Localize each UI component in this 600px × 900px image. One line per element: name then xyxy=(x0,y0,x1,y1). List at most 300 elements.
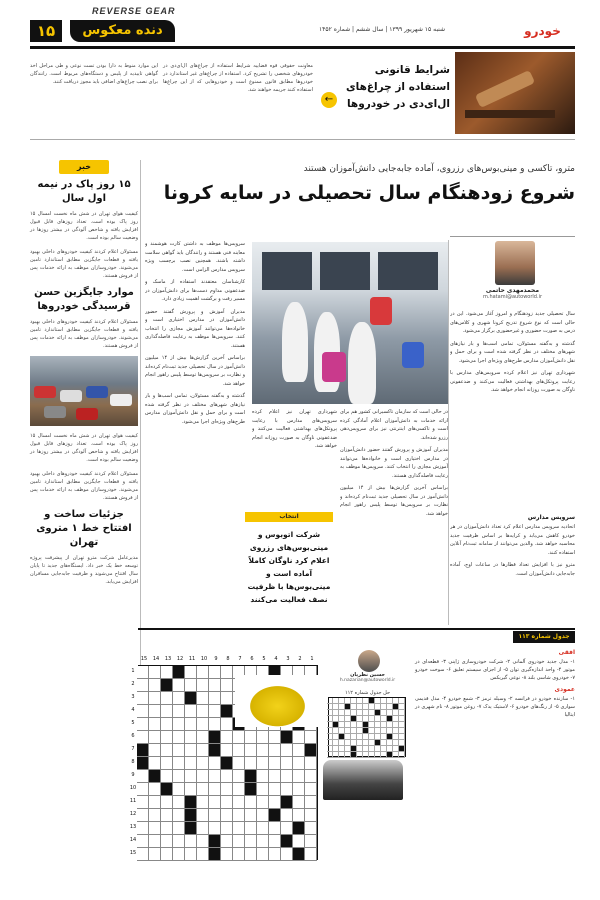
crossword-cell[interactable] xyxy=(161,757,173,770)
crossword-cell[interactable] xyxy=(245,809,257,822)
crossword-cell[interactable] xyxy=(137,692,149,705)
crossword-cell[interactable] xyxy=(233,835,245,848)
crossword-cell[interactable] xyxy=(245,731,257,744)
crossword-cell[interactable] xyxy=(233,770,245,783)
crossword-cell[interactable] xyxy=(257,809,269,822)
crossword-cell[interactable] xyxy=(197,692,209,705)
crossword-cell[interactable] xyxy=(233,731,245,744)
crossword-row-number: 2 xyxy=(131,681,135,687)
crossword-cell[interactable] xyxy=(245,770,257,783)
crossword-row-number: 10 xyxy=(129,785,137,791)
crossword-cell[interactable] xyxy=(173,666,185,679)
crossword-row-number: 8 xyxy=(131,759,135,765)
crossword-cell[interactable] xyxy=(245,822,257,835)
crossword-cell[interactable] xyxy=(149,744,161,757)
crossword-cell[interactable] xyxy=(221,692,233,705)
car-shape xyxy=(86,386,108,398)
arrow-left-icon[interactable]: ← xyxy=(321,92,337,108)
crossword-cell[interactable] xyxy=(185,666,197,679)
crossword-cell[interactable] xyxy=(293,757,305,770)
news-title[interactable]: موارد جایگزین حسن قرسیدگی خودروها xyxy=(34,287,134,312)
crossword-cell[interactable] xyxy=(197,835,209,848)
author-email[interactable]: m.hatami@autoworld.ir xyxy=(482,294,543,300)
crossword-cell[interactable] xyxy=(173,705,185,718)
crossword-column-number: 13 xyxy=(164,656,172,662)
solution-cell xyxy=(387,752,393,758)
crossword-cell[interactable] xyxy=(161,718,173,731)
solution-cell xyxy=(345,752,351,758)
crossword-cell[interactable] xyxy=(305,835,317,848)
crossword-cell[interactable] xyxy=(197,809,209,822)
crossword-cell[interactable] xyxy=(185,783,197,796)
crossword-cell[interactable] xyxy=(269,822,281,835)
crossword-cell[interactable] xyxy=(137,809,149,822)
crossword-column-number: 5 xyxy=(262,656,266,662)
crossword-rule xyxy=(138,628,575,630)
crossword-cell[interactable] xyxy=(293,835,305,848)
students-bus-photo xyxy=(252,242,448,404)
crossword-cell[interactable] xyxy=(173,692,185,705)
solution-cell xyxy=(393,752,399,758)
crossword-column-number: 2 xyxy=(298,656,302,662)
article-paragraph: گذشته و به‌گفته مسئولان، تمامی اسب‌ها و بار نیازهای شهرهای مختلف در نظر گرفته شده است و برای حمل و نقل دانش‌آموزان مدارس طرح‌های ویژه‌ای اجرا می‌شود. xyxy=(145,393,245,425)
crossword-cell[interactable] xyxy=(185,692,197,705)
section-latin-title: REVERSE GEAR xyxy=(92,6,176,16)
crossword-cell[interactable] xyxy=(269,770,281,783)
crossword-cell[interactable] xyxy=(221,835,233,848)
news-tag: خبر xyxy=(59,160,109,174)
car-shape xyxy=(76,408,98,420)
crossword-cell[interactable] xyxy=(257,848,269,861)
crossword-cell[interactable] xyxy=(137,835,149,848)
crossword-cell[interactable] xyxy=(305,848,317,861)
crossword-cell[interactable] xyxy=(293,796,305,809)
crossword-cell[interactable] xyxy=(293,770,305,783)
crossword-cell[interactable] xyxy=(137,757,149,770)
crossword-cell[interactable] xyxy=(161,666,173,679)
crossword-cell[interactable] xyxy=(221,718,233,731)
crossword-cell[interactable] xyxy=(221,731,233,744)
crossword-cell[interactable] xyxy=(221,822,233,835)
crossword-cell[interactable] xyxy=(197,666,209,679)
crossword-cell[interactable] xyxy=(197,757,209,770)
crossword-cell[interactable] xyxy=(305,731,317,744)
crossword-cell[interactable] xyxy=(149,848,161,861)
page-number: ۱۵ xyxy=(30,20,62,42)
crossword-cell[interactable] xyxy=(149,705,161,718)
crossword-cell[interactable] xyxy=(221,796,233,809)
crossword-cell[interactable] xyxy=(137,718,149,731)
crossword-cell[interactable] xyxy=(305,822,317,835)
crossword-cell[interactable] xyxy=(269,835,281,848)
crossword-cell[interactable] xyxy=(173,679,185,692)
crossword-cell[interactable] xyxy=(305,783,317,796)
article-paragraph: شهرداری تهران نیز اعلام کرده سرویس‌های مدارس با رعایت پروتکل‌های بهداشتی فعالیت می‌کنند و ضدعفونی ناوگان به صورت روزانه انجام خواهد شد. xyxy=(252,409,337,449)
crossword-cell[interactable] xyxy=(185,796,197,809)
crossword-cell[interactable] xyxy=(197,705,209,718)
crossword-row-number: 9 xyxy=(131,772,135,778)
crossword-cell[interactable] xyxy=(209,718,221,731)
crossword-cell[interactable] xyxy=(233,796,245,809)
crossword-cell[interactable] xyxy=(245,783,257,796)
crossword-cell[interactable] xyxy=(137,770,149,783)
crossword-cell[interactable] xyxy=(149,822,161,835)
crossword-cell[interactable] xyxy=(137,783,149,796)
crossword-cell[interactable] xyxy=(173,770,185,783)
crossword-cell[interactable] xyxy=(281,809,293,822)
crossword-cell[interactable] xyxy=(197,822,209,835)
crossword-cell[interactable] xyxy=(197,731,209,744)
crossword-cell[interactable] xyxy=(185,757,197,770)
crossword-cell[interactable] xyxy=(161,822,173,835)
crossword-column-number: 10 xyxy=(200,656,208,662)
solution-cell xyxy=(357,752,363,758)
crossword-cell[interactable] xyxy=(221,705,233,718)
crossword-cell[interactable] xyxy=(185,848,197,861)
solution-header xyxy=(325,650,410,682)
crossword-cell[interactable] xyxy=(233,822,245,835)
article-kicker: مترو، تاکسی و مینی‌بوس‌های رزروی، آماده جابه‌جایی دانش‌آموزان هستند xyxy=(303,164,575,174)
crossword-cell[interactable] xyxy=(185,835,197,848)
crossword-cell[interactable] xyxy=(149,718,161,731)
crossword-cell[interactable] xyxy=(209,744,221,757)
crossword-cell[interactable] xyxy=(269,783,281,796)
solution-cell xyxy=(327,752,333,758)
article-column-2b xyxy=(252,408,337,508)
crossword-cell[interactable] xyxy=(293,783,305,796)
crossword-cell[interactable] xyxy=(185,744,197,757)
crossword-cell[interactable] xyxy=(281,796,293,809)
crossword-cell[interactable] xyxy=(233,757,245,770)
crossword-cell[interactable] xyxy=(149,666,161,679)
article-paragraph: گذشته و به‌گفته مسئولان، تمامی اسب‌ها و بار نیازهای شهرهای مختلف در نظر گرفته شده است و برای حمل و نقل دانش‌آموزان مدارس طرح‌های ویژه‌ای اجرا می‌شود. xyxy=(450,340,575,364)
solution-cell xyxy=(333,752,339,758)
crossword-cell[interactable] xyxy=(293,809,305,822)
crossword-cell[interactable] xyxy=(161,744,173,757)
crossword-cell[interactable] xyxy=(269,796,281,809)
crossword-cell[interactable] xyxy=(281,731,293,744)
solution-cell xyxy=(339,752,345,758)
crossword-cell[interactable] xyxy=(209,848,221,861)
crossword-cell[interactable] xyxy=(149,757,161,770)
crossword-cell[interactable] xyxy=(269,731,281,744)
article-paragraph: در حالی است که سازمان تاکسیرانی کشور هم برای ارائه خدمات به دانش‌آموزان اعلام آمادگی کرده است و تاکسی‌های اینترنتی نیز برای سرویس‌دهی رزرو شده‌اند. xyxy=(340,409,448,441)
crossword-cell[interactable] xyxy=(305,796,317,809)
news-column xyxy=(30,160,138,850)
crossword-cell[interactable] xyxy=(185,718,197,731)
crossword-column-number: 9 xyxy=(214,656,218,662)
author-name: محمدمهدی حاتمی xyxy=(485,287,540,294)
crossword-cell[interactable] xyxy=(185,770,197,783)
crossword-row-number: 1 xyxy=(131,668,135,674)
crossword-cell[interactable] xyxy=(137,731,149,744)
crossword-cell[interactable] xyxy=(173,783,185,796)
yellow-car-photo xyxy=(235,675,320,727)
crossword-cell[interactable] xyxy=(281,835,293,848)
crossword-cell[interactable] xyxy=(173,744,185,757)
crossword-cell[interactable] xyxy=(281,848,293,861)
crossword-cell[interactable] xyxy=(245,835,257,848)
crossword-cell[interactable] xyxy=(137,705,149,718)
article-column-1 xyxy=(450,310,575,505)
crossword-cell[interactable] xyxy=(281,770,293,783)
masthead-rule xyxy=(30,46,575,49)
article-paragraph: کارشناسان معتقدند استفاده از ماسک و ضدعفونی مداوم دست‌ها برای دانش‌آموزان در مسیر رفت و برگشت اهمیت زیادی دارد. xyxy=(145,279,245,302)
crossword-cell[interactable] xyxy=(257,744,269,757)
crossword-cell[interactable] xyxy=(197,796,209,809)
crossword-row-number: 7 xyxy=(131,746,135,752)
crossword-column-number: 1 xyxy=(310,656,314,662)
news-text: مسئولان اعلام کردند کیفیت خودروهای داخلی بهبود یافته و قطعات جایگزین مطابق استاندارد تامین می‌شوند. خودروسازان موظف به ارائه خدمات پس از فروش هستند. xyxy=(30,249,138,279)
news-text: کیفیت هوای تهران در شش ماه نخست امسال ۱۵ روز پاک بوده است. تعداد روزهای قابل قبول افزایش یافته و شاخص آلودگی در بیشتر روزها در وضعیت سالم بوده است. xyxy=(30,433,138,463)
crossword-cell[interactable] xyxy=(197,783,209,796)
news-text: کیفیت هوای تهران در شش ماه نخست امسال ۱۵ روز پاک بوده است. تعداد روزهای قابل قبول افزایش یافته و شاخص آلودگی در بیشتر روزها در وضعیت سالم بوده است. xyxy=(30,211,138,241)
crossword-column-number: 11 xyxy=(188,656,196,662)
bus-window xyxy=(262,252,312,290)
crossword-cell[interactable] xyxy=(269,757,281,770)
crossword-cell[interactable] xyxy=(209,679,221,692)
crossword-cell[interactable] xyxy=(245,848,257,861)
crossword-cell[interactable] xyxy=(161,835,173,848)
crossword-cell[interactable] xyxy=(293,848,305,861)
crossword-cell[interactable] xyxy=(197,744,209,757)
parked-cars-photo xyxy=(30,356,138,426)
crossword-cell[interactable] xyxy=(257,783,269,796)
article-column-1b xyxy=(450,510,575,625)
crossword-cell[interactable] xyxy=(209,705,221,718)
teaser-text: معاونت حقوقی قوه قضاییه شرایط استفاده از چراغ‌های ال‌ای‌دی در خودروهای شخصی را تشریح کرد. استفاده از چراغ‌های غیر استاندارد در خودروها مطابق قانون ممنوع است و خودروهایی که از این چراغ‌ها استفاده کنند جریمه خواهند شد. xyxy=(163,63,313,93)
crossword-cell[interactable] xyxy=(209,692,221,705)
crossword-cell[interactable] xyxy=(137,822,149,835)
crossword-cell[interactable] xyxy=(197,848,209,861)
school-bag xyxy=(370,297,392,325)
article-paragraph: مترو نیز با افزایش تعداد قطارها در ساعات اوج، آماده جابه‌جایی دانش‌آموزان است. xyxy=(450,562,575,577)
crossword-cell[interactable] xyxy=(269,744,281,757)
crossword-cell[interactable] xyxy=(281,822,293,835)
crossword-row-number: 14 xyxy=(129,837,137,843)
author-box xyxy=(450,236,575,300)
crossword-cell[interactable] xyxy=(173,718,185,731)
crossword-cell[interactable] xyxy=(257,822,269,835)
article-subheading: سرویس مدارس xyxy=(527,514,575,521)
crossword-cell[interactable] xyxy=(293,731,305,744)
crossword-cell[interactable] xyxy=(149,796,161,809)
teaser-text-secondary: این موارد منوط به دارا بودن تست نوعی و طی مراحل اخذ گواهی تاییدیه از پلیس و دستگاه‌های مربوط است. رانندگان برای نصب چراغ‌های اضافی باید مجوز دریافت کنند. xyxy=(30,63,158,85)
solution-label: حل جدول شماره ۱۱۲ xyxy=(344,690,391,696)
crossword-cell[interactable] xyxy=(197,770,209,783)
issue-line: شنبه ۱۵ شهریور ۱۳۹۹ | سال ششم | شماره ۱۴۵۲ xyxy=(318,26,445,33)
crossword-cell[interactable] xyxy=(185,809,197,822)
crossword-row-number: 15 xyxy=(129,850,137,856)
crossword-row-number: 6 xyxy=(131,733,135,739)
crossword-cell[interactable] xyxy=(149,692,161,705)
crossword-author-name: حسین نظریان xyxy=(350,672,385,678)
crossword-cell[interactable] xyxy=(281,744,293,757)
car-shape xyxy=(44,406,66,418)
crossword-cell[interactable] xyxy=(209,731,221,744)
crossword-cell[interactable] xyxy=(149,731,161,744)
crossword-cell[interactable] xyxy=(197,718,209,731)
crossword-cell[interactable] xyxy=(137,679,149,692)
student-figure xyxy=(348,322,376,404)
crossword-cell[interactable] xyxy=(185,731,197,744)
crossword-cell[interactable] xyxy=(149,770,161,783)
crossword-cell[interactable] xyxy=(233,848,245,861)
crossword-cell[interactable] xyxy=(209,666,221,679)
car-shape xyxy=(34,386,56,398)
crossword-cell[interactable] xyxy=(161,848,173,861)
crossword-cell[interactable] xyxy=(305,809,317,822)
crossword-cell[interactable] xyxy=(221,770,233,783)
crossword-author-email[interactable]: h.nazarian@autoworld.ir xyxy=(339,678,396,683)
crossword-cell[interactable] xyxy=(269,809,281,822)
crossword-cell[interactable] xyxy=(173,796,185,809)
student-figure xyxy=(282,302,308,382)
crossword-cell[interactable] xyxy=(245,757,257,770)
crossword-cell[interactable] xyxy=(221,848,233,861)
crossword-cell[interactable] xyxy=(137,848,149,861)
news-title[interactable]: جزئیات ساخت و افتتاح خط ۱ متروی تهران xyxy=(36,509,132,548)
crossword-cell[interactable] xyxy=(281,783,293,796)
pull-quote: شرکت اتوبوس و مینی‌بوس‌های رزروی اعلام کرد ناوگان کاملاً آماده است و مینی‌بوس‌ها با ظرفیت نصف فعالیت می‌کنند xyxy=(247,530,331,604)
crossword-cell[interactable] xyxy=(185,705,197,718)
author-photo xyxy=(495,241,535,285)
crossword-cell[interactable] xyxy=(161,770,173,783)
crossword-cell[interactable] xyxy=(257,770,269,783)
crossword-cell[interactable] xyxy=(173,731,185,744)
crossword-cell[interactable] xyxy=(173,822,185,835)
crossword-clues xyxy=(415,645,575,719)
crossword-cell[interactable] xyxy=(161,692,173,705)
crossword-cell[interactable] xyxy=(161,796,173,809)
crossword-author-photo xyxy=(358,650,380,672)
crossword-cell[interactable] xyxy=(161,783,173,796)
crossword-cell[interactable] xyxy=(209,796,221,809)
crossword-cell[interactable] xyxy=(173,757,185,770)
crossword-cell[interactable] xyxy=(221,783,233,796)
crossword-cell[interactable] xyxy=(209,757,221,770)
article-column-2 xyxy=(340,408,448,623)
crossword-column-number: 7 xyxy=(238,656,242,662)
crossword-cell[interactable] xyxy=(209,770,221,783)
solution-cell xyxy=(351,752,357,758)
crossword-cell[interactable] xyxy=(257,731,269,744)
article-headline: شروع زودهنگام سال تحصیلی در سایه کرونا xyxy=(163,182,575,204)
crossword-cell[interactable] xyxy=(185,679,197,692)
teaser-title[interactable]: شرایط قانونی استفاده از چراغ‌های ال‌ای‌دی در خودروها xyxy=(346,64,450,110)
crossword-cell[interactable] xyxy=(245,796,257,809)
solution-cell xyxy=(381,752,387,758)
crossword-cell[interactable] xyxy=(173,848,185,861)
school-bag xyxy=(322,352,346,382)
crossword-column-number: 14 xyxy=(152,656,160,662)
crossword-column-number: 8 xyxy=(226,656,230,662)
crossword-cell[interactable] xyxy=(209,783,221,796)
article-column-3 xyxy=(145,240,245,620)
solution-cell xyxy=(363,752,369,758)
crossword-cell[interactable] xyxy=(149,809,161,822)
crossword-column-number: 15 xyxy=(140,656,148,662)
solution-grid xyxy=(328,697,406,757)
crossword-cell[interactable] xyxy=(257,796,269,809)
crossword-cell[interactable] xyxy=(233,744,245,757)
crossword-cell[interactable] xyxy=(149,783,161,796)
news-text: مدیرعامل شرکت مترو تهران از پیشرفت پروژه توسعه خط یک خبر داد. ایستگاه‌های جدید تا پایان سال افتتاح می‌شوند و ظرفیت جابه‌جایی مسافران افزایش می‌یابد. xyxy=(30,555,138,585)
crossword-cell[interactable] xyxy=(149,835,161,848)
crossword-cell[interactable] xyxy=(305,757,317,770)
crossword-cell[interactable] xyxy=(209,835,221,848)
crossword-cell[interactable] xyxy=(137,666,149,679)
crossword-column-number: 12 xyxy=(176,656,184,662)
crossword-cell[interactable] xyxy=(269,848,281,861)
crossword-column-number: 3 xyxy=(286,656,290,662)
car-shape xyxy=(110,394,132,406)
crossword-column-number: 6 xyxy=(250,656,254,662)
bus-window xyxy=(320,252,370,290)
crossword-cell[interactable] xyxy=(293,744,305,757)
car-shape xyxy=(60,390,82,402)
crossword-row-number: 4 xyxy=(131,707,135,713)
news-text: مسئولان اعلام کردند کیفیت خودروهای داخلی بهبود یافته و قطعات جایگزین مطابق استاندارد تامین می‌شوند. خودروسازان موظف به ارائه خدمات پس از فروش هستند. xyxy=(30,319,138,349)
gavel-photo xyxy=(455,52,575,134)
crossword-cell[interactable] xyxy=(221,757,233,770)
section-logo: دنده معکوس xyxy=(70,20,175,42)
crossword-cell[interactable] xyxy=(245,744,257,757)
crossword-row-number: 5 xyxy=(131,720,135,726)
column-divider xyxy=(448,240,449,625)
crossword-cell[interactable] xyxy=(221,809,233,822)
crossword-cell[interactable] xyxy=(221,744,233,757)
crossword-cell[interactable] xyxy=(209,809,221,822)
crossword-cell[interactable] xyxy=(161,705,173,718)
crossword-row-number: 13 xyxy=(129,824,137,830)
crossword-cell[interactable] xyxy=(197,679,209,692)
crossword-cell[interactable] xyxy=(281,757,293,770)
crossword-cell[interactable] xyxy=(161,809,173,822)
news-title[interactable]: ۱۵ روز پاک در نیمه اول سال xyxy=(37,179,131,204)
crossword-cell[interactable] xyxy=(209,822,221,835)
crossword-cell[interactable] xyxy=(221,679,233,692)
crossword-cell[interactable] xyxy=(173,835,185,848)
bus-window xyxy=(378,252,438,290)
article-paragraph: مدیران آموزش و پرورش گفتند حضور دانش‌آموزان در مدارس اختیاری است و خانواده‌ها می‌توانند آموزش مجازی را انتخاب کنند. سرویس‌ها موظف به رعایت فاصله‌گذاری هستند. xyxy=(145,308,245,349)
crossword-cell[interactable] xyxy=(257,757,269,770)
crossword-cell[interactable] xyxy=(293,822,305,835)
solution-cell xyxy=(399,752,405,758)
crossword-cell[interactable] xyxy=(305,770,317,783)
crossword-cell[interactable] xyxy=(161,679,173,692)
crossword-row-number: 11 xyxy=(129,798,137,804)
crossword-row-number: 3 xyxy=(131,694,135,700)
crossword-cell[interactable] xyxy=(161,731,173,744)
crossword-cell[interactable] xyxy=(233,783,245,796)
crossword-cell[interactable] xyxy=(137,744,149,757)
crossword-cell[interactable] xyxy=(149,679,161,692)
crossword-cell[interactable] xyxy=(257,835,269,848)
crossword-cell[interactable] xyxy=(233,809,245,822)
clues-across-title: افقی xyxy=(558,649,575,656)
crossword-cell[interactable] xyxy=(305,744,317,757)
clues-down-title: عمودی xyxy=(554,686,575,693)
crossword-cell[interactable] xyxy=(173,809,185,822)
crossword-cell[interactable] xyxy=(185,822,197,835)
crossword-cell[interactable] xyxy=(221,666,233,679)
crossword-cell[interactable] xyxy=(137,796,149,809)
article-paragraph: اتحادیه سرویس مدارس اعلام کرد تعداد دانش‌آموزان در هر خودرو کاهش می‌یابد و کرایه‌ها بر اساس ظرفیت جدید محاسبه خواهد شد. والدین می‌توانند از سامانه ثبت‌نام آنلاین استفاده کنند. xyxy=(450,524,575,556)
crossword-column-numbers xyxy=(138,656,318,662)
clues-down: ۱- سازنده خودرو در فرانسه ۲- وسیله ترمز ۳- شمع خودرو ۴- مدل قدیمی سواری ۵- از رنگ‌های خودرو ۶- لاستیک یدک ۷- روغن موتور ۸- نام شهری در ایتالیا xyxy=(415,696,575,718)
article-paragraph: سال تحصیلی جدید زودهنگام و امروز آغاز می‌شود. این در حالی است که نوع شروع تدریج کرونا شهری و کلاس‌های درس به صورت حضوری و غیرحضوری برگزار می‌شود. xyxy=(450,311,575,334)
